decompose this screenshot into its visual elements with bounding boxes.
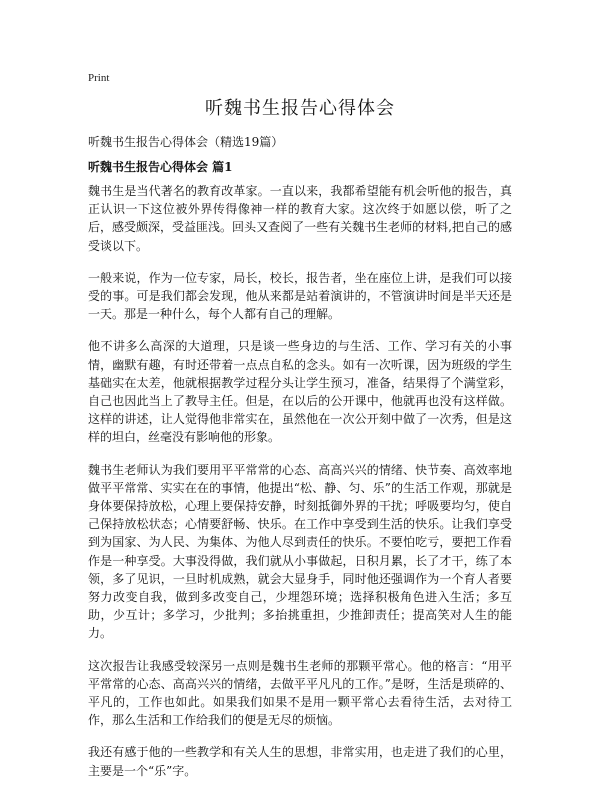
paragraph-5: 这次报告让我感受较深另一点则是魏书生老师的那颗平常心。他的格言：“用平平常常的心态、高高兴兴的情绪，去做平平凡凡的工作。”是呀，生活是琐碎的、平凡的，工作也如此。如果我们如果不是用一颗平常心去看待生活，去对待工作，那么生活和工作给我们的便是无尽的烦恼。 <box>88 658 512 728</box>
paragraph-4: 魏书生老师认为我们要用平平常常的心态、高高兴兴的情绪、快节奏、高效率地做平平常常、实实在在的事情，他提出“松、静、匀、乐”的生活工作观，那就是身体要保持放松，心理上要保持安静，时刻抵御外界的干扰；呼吸要均匀，使自己保持放松状态；心情要舒畅、快乐。在工作中享受到生活的快乐。让我们享受到为国家、为人民、为集体、为他人尽到责任的快乐。不要怕吃亏，要把工作看作是一种享受。大事没得做，我们就从小事做起，日积月累，长了才干，练了本领，多了见识，一旦时机成熟，就会大显身手，同时他还强调作为一个育人者要努力改变自我，做到多改变自己，少埋怨环境；选择积极角色进入生活；多互助，少互计；多学习，少批判；多抬挑重担，少推卸责任；提高笑对人生的能力。 <box>88 462 512 641</box>
paragraph-1: 魏书生是当代著名的教育改革家。一直以来，我都希望能有机会听他的报告，真正认识一下这位被外界传得像神一样的教育大家。这次终于如愿以偿，听了之后，感受颇深，受益匪浅。回头又查阅了一些有关魏书生老师的材料,把自己的感受谈以下。 <box>88 184 512 253</box>
paragraph-6: 我还有感于他的一些教学和有关人生的思想，非常实用，也走进了我们的心里，主要是一个“乐”字。 <box>88 745 512 778</box>
document-subtitle: 听魏书生报告心得体会（精选19篇） <box>88 135 284 149</box>
page-title: 听魏书生报告心得体会 <box>205 98 395 119</box>
paragraph-3: 他不讲多么高深的大道理，只是谈一些身边的与生活、工作、学习有关的小事情，幽默有趣，有时还带着一点点自私的念头。如有一次听课，因为班级的学生基础实在太差，他就根据教学过程分头让学生预习，准备，结果得了个满堂彩，自己也因此当上了教导主任。但是，在以后的公开课中，他就再也没有这样做。这样的讲述，让人觉得他非常实在，虽然他在一次公开刻中做了一次秀，但是这样的坦白，丝毫没有影响他的形象。 <box>88 339 512 445</box>
print-link[interactable]: Print <box>88 72 110 84</box>
paragraph-2: 一般来说，作为一位专家，局长，校长，报告者，坐在座位上讲，是我们可以接受的事。可是我们都会发现，他从来都是站着演讲的，不管演讲时间是半天还是一天。那是一种什么，每个人都有自己的理解。 <box>88 270 512 322</box>
article-body <box>88 182 512 794</box>
section-heading: 听魏书生报告心得体会 篇1 <box>88 160 233 174</box>
